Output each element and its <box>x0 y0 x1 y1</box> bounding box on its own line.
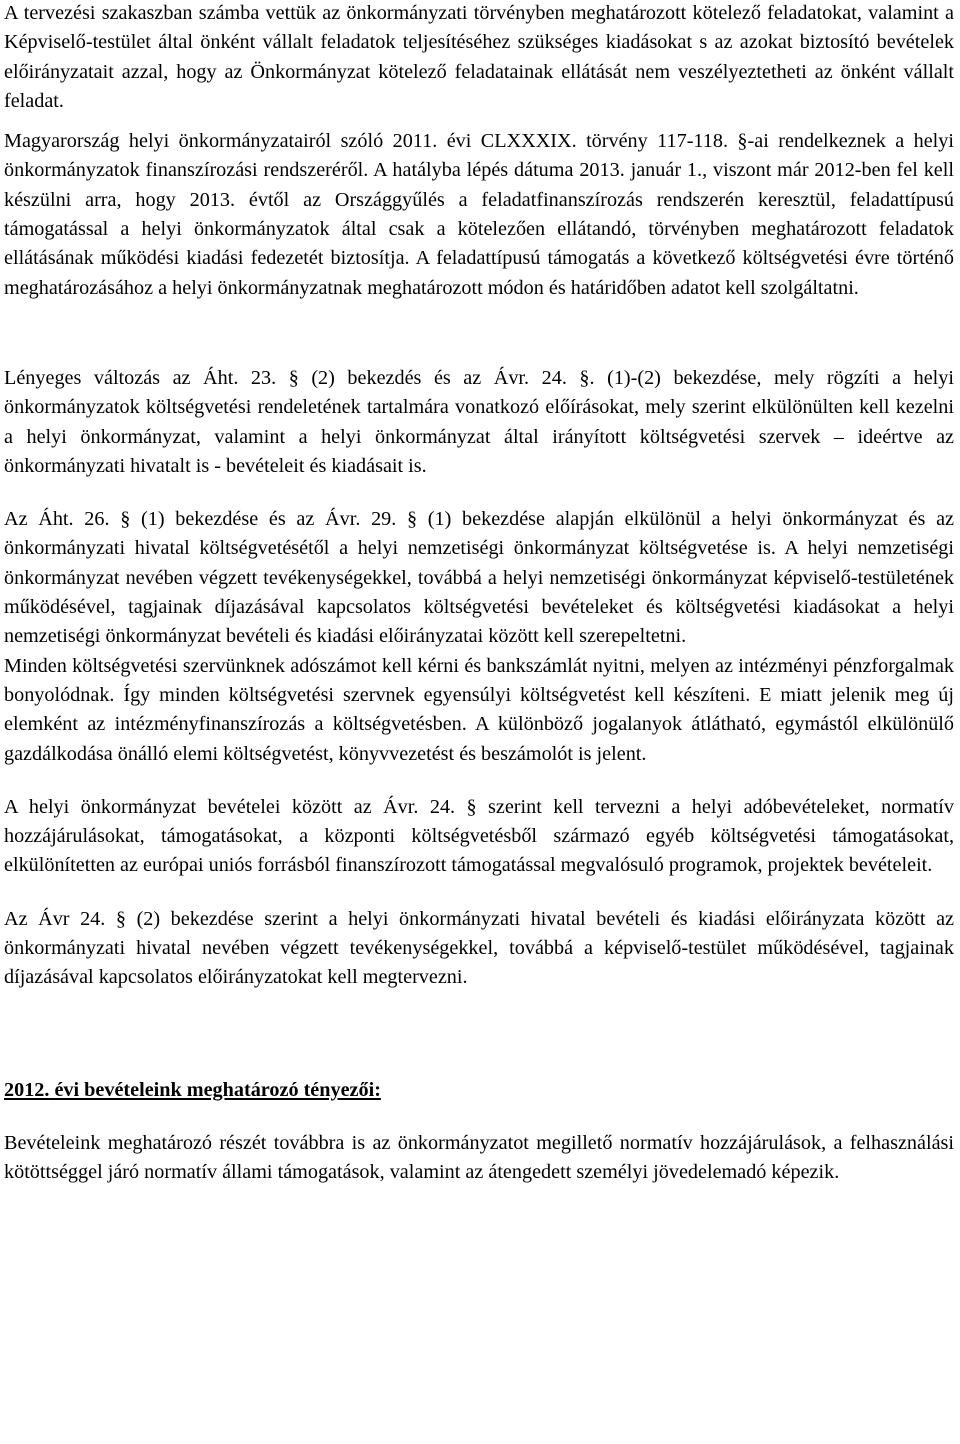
paragraph-aht-26: Az Áht. 26. § (1) bekezdése és az Ávr. 29. § (1) bekezdése alapján elkülönül a helyi önkormányzat és az önkormányzati hivatal költségvetésétől a helyi nemzetiségi önkormányzat költségvetése is. A helyi nemzetiségi önkormányzat nevében végzett tevékenységekkel, továbbá a helyi nemzetiségi önkormányzat képviselő-testületének működésével, tagjainak díjazásával kapcsolatos költségvetési bevételeket és költségvetési kiadásokat a helyi nemzetiségi önkormányzat bevételi és kiadási előirányzatai között kell szerepeltetni. <box>4 508 954 648</box>
heading-text: évi bevételeink meghatározó tényezői: <box>54 1078 381 1101</box>
paragraph-revenue-factors: Bevételeink meghatározó részét továbbra is az önkormányzatot megillető normatív hozzájárulások, a felhasználási kötöttséggel járó normatív állami támogatások, valamint az átengedett személyi jövedelemadó képezik. <box>4 1131 954 1184</box>
paragraph-aht-23: Lényeges változás az Áht. 23. § (2) bekezdés és az Ávr. 24. §. (1)-(2) bekezdése, mely rögzíti a helyi önkormányzatok költségvetési rendeletének tartalmára vonatkozó előírásokat, mely szerint elkülönülten kell kezelni a helyi önkormányzat, valamint a helyi önkormányzat által irányított költségvetési szervek – ideértve az önkormányzati hivatalt is - bevételeit és kiadásait is. <box>4 366 954 477</box>
paragraph-tax-number: Minden költségvetési szervünknek adószámot kell kérni és bankszámlát nyitni, melyen az intézményi pénzforgalmak bonyolódnak. Így minden költségvetési szervnek egyensúlyi költségvetést kell készíteni. E miatt jelenik meg új elemként az intézményfinanszírozás a költségvetésben. A különböző jogalanyok átlátható, egymástól elkülönülő gazdálkodása önálló elemi költségvetést, könyvvezetést és beszámolót is jelent. <box>4 654 954 765</box>
paragraph-revenues-avr-24: A helyi önkormányzat bevételei között az Ávr. 24. § szerint kell tervezni a helyi adóbevételeket, normatív hozzájárulásokat, támogatásokat, a központi költségvetésből származó egyéb költségvetési támogatásokat, elkülönítetten az európai uniós forrásból finanszírozott támogatással megvalósuló programok, projektek bevételeit. <box>4 795 954 877</box>
heading-number: 2012. <box>4 1078 50 1101</box>
section-heading <box>4 1076 954 1105</box>
paragraph-local-government-act: Magyarország helyi önkormányzatairól szóló 2011. évi CLXXXIX. törvény 117-118. §-ai rendelkeznek a helyi önkormányzatok finanszírozási rendszeréről. A hatályba lépés dátuma 2013. január 1., viszont már 2012-ben fel kell készülni arra, hogy 2013. évtől az Országgyűlés a feladatfinanszírozás rendszerén keresztül, feladattípusú támogatással a helyi önkormányzatok által csak a kötelezően ellátandó, törvényben meghatározott feladatok ellátásának működési kiadási fedezetét biztosítja. A feladattípusú támogatás a következő költségvetési évre történő meghatározásához a helyi önkormányzatnak meghatározott módon és határidőben adatot kell szolgáltatni. <box>4 130 954 299</box>
paragraph-avr-24-2: Az Ávr 24. § (2) bekezdése szerint a helyi önkormányzati hivatal bevételi és kiadási előirányzata között az önkormányzati hivatal nevében végzett tevékenységekkel, továbbá a képviselő-testület működésével, tagjainak díjazásával kapcsolatos előirányzatokat kell megtervezni. <box>4 907 954 989</box>
paragraph-planning-phase: A tervezési szakaszban számba vettük az önkormányzati törvényben meghatározott kötelező feladatokat, valamint a Képviselő-testület által önként vállalt feladatok teljesítéséhez szükséges kiadásokat s az azokat biztosító bevételek előirányzatait azzal, hogy az Önkormányzat kötelező feladatainak ellátását nem veszélyeztetheti az önként vállalt feladat. <box>4 2 954 112</box>
